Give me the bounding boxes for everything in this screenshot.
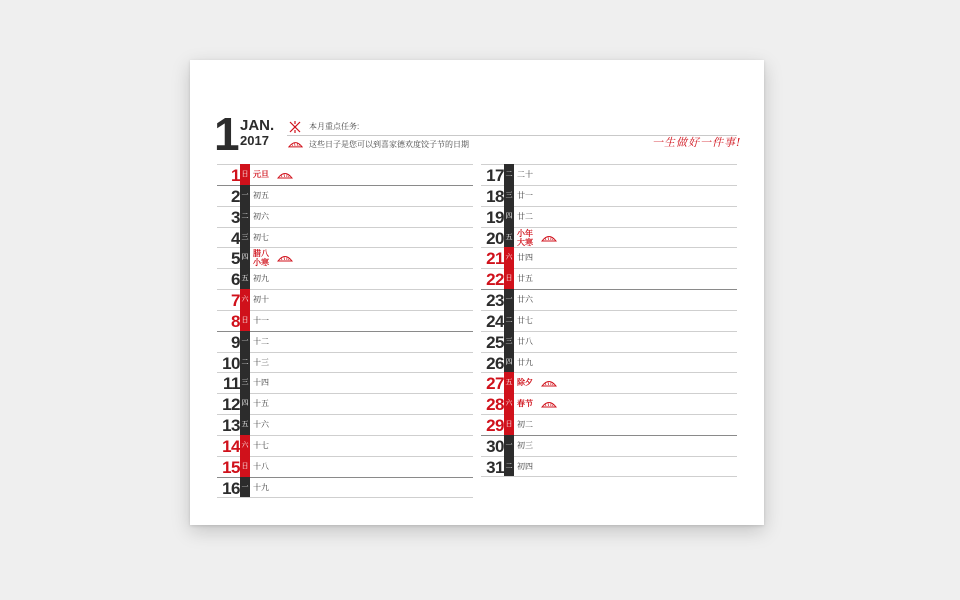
lunar-date: 廿六 [517, 295, 533, 305]
lunar-date: 十六 [253, 420, 269, 430]
day-row [217, 289, 473, 310]
weekday-badge: 四 [504, 352, 514, 373]
weekday-badge: 一 [240, 477, 250, 497]
day-number: 30 [486, 436, 504, 456]
day-row [217, 185, 473, 206]
lunar-date: 小年 大寒 [517, 228, 533, 247]
lunar-date: 二十 [517, 170, 533, 179]
day-number: 5 [231, 249, 240, 269]
day-row [217, 247, 473, 268]
weekday-badge: 二 [504, 310, 514, 331]
day-row [217, 414, 473, 435]
year-label: 2017 [240, 133, 269, 148]
lunar-date: 除夕 [517, 378, 533, 388]
day-number: 7 [231, 291, 240, 311]
day-number: 9 [231, 332, 240, 352]
slogan: 一生做好一件事! [652, 136, 742, 149]
month-name: JAN. [240, 117, 275, 134]
weekday-badge: 二 [240, 352, 250, 373]
weekday-badge: 四 [504, 206, 514, 227]
day-row [217, 435, 473, 456]
lunar-date: 初七 [253, 232, 269, 242]
weekday-badge: 五 [504, 372, 514, 393]
lunar-date: 十三 [253, 357, 269, 367]
weekday-badge: 二 [504, 456, 514, 476]
lunar-date: 初六 [253, 211, 269, 221]
lunar-date: 十四 [253, 378, 269, 388]
dumpling-legend-text: 这些日子是您可以到喜家德欢度饺子节的日期 [309, 140, 469, 149]
lunar-date: 初十 [253, 295, 269, 305]
day-row [217, 393, 473, 414]
day-number: 28 [486, 395, 504, 415]
dumpling-icon [277, 254, 293, 263]
lunar-date: 初二 [517, 420, 533, 430]
day-number: 6 [231, 270, 240, 290]
day-row [217, 310, 473, 331]
lunar-date: 初五 [253, 190, 269, 200]
day-number: 29 [486, 416, 504, 436]
weekday-badge: 一 [240, 185, 250, 206]
day-row [217, 227, 473, 248]
weekday-badge: 五 [240, 414, 250, 435]
weekday-badge: 五 [240, 268, 250, 289]
lunar-date: 十七 [253, 440, 269, 450]
day-number: 11 [223, 374, 240, 394]
weekday-badge: 三 [504, 331, 514, 352]
lunar-date: 廿四 [517, 253, 533, 263]
weekday-badge: 日 [504, 414, 514, 435]
day-row [481, 185, 737, 206]
day-row [217, 206, 473, 227]
lunar-date: 十五 [253, 399, 269, 409]
day-number: 22 [486, 270, 504, 290]
lunar-date: 初三 [517, 440, 533, 450]
day-row [481, 435, 737, 456]
day-number: 17 [486, 166, 504, 185]
day-row [481, 331, 737, 352]
lunar-date: 廿一 [517, 190, 533, 200]
day-number: 25 [486, 332, 504, 352]
lunar-date: 廿五 [517, 274, 533, 284]
weekday-badge: 日 [240, 164, 250, 185]
day-row [481, 268, 737, 289]
day-number: 8 [231, 311, 240, 331]
day-number: 20 [486, 228, 504, 248]
day-row [481, 206, 737, 227]
day-row [217, 372, 473, 393]
day-row [481, 414, 737, 435]
lunar-date: 元旦 [253, 170, 269, 179]
weekday-badge: 五 [504, 227, 514, 248]
day-number: 1 [231, 166, 240, 185]
weekday-badge: 二 [240, 206, 250, 227]
lunar-date: 廿七 [517, 315, 533, 325]
lunar-date: 十九 [253, 482, 269, 492]
day-number: 27 [486, 374, 504, 394]
day-row [481, 289, 737, 310]
day-number: 13 [222, 416, 240, 436]
day-number: 16 [222, 478, 240, 498]
day-row [481, 164, 737, 185]
day-row [481, 247, 737, 268]
dumpling-icon [541, 400, 557, 409]
dumpling-icon [288, 140, 303, 149]
day-number: 18 [486, 186, 504, 206]
day-row [481, 456, 737, 477]
weekday-badge: 三 [240, 227, 250, 248]
weekday-badge: 六 [240, 289, 250, 310]
day-row [217, 477, 473, 498]
weekday-badge: 一 [504, 289, 514, 310]
weekday-badge: 日 [240, 310, 250, 331]
weekday-badge: 六 [240, 435, 250, 456]
lunar-date: 十一 [253, 315, 269, 325]
day-number: 2 [231, 186, 240, 206]
lunar-date: 廿八 [517, 336, 533, 346]
weekday-badge: 日 [504, 268, 514, 289]
weekday-badge: 一 [240, 331, 250, 352]
lunar-date: 腊八 小寒 [253, 249, 269, 268]
weekday-badge: 一 [504, 435, 514, 456]
day-number: 10 [222, 353, 240, 373]
day-number: 4 [231, 228, 240, 248]
day-number: 14 [222, 436, 240, 456]
weekday-badge: 六 [504, 247, 514, 268]
lunar-date: 十八 [253, 461, 269, 471]
asterisk-icon [289, 121, 301, 133]
lunar-date: 春节 [517, 399, 533, 409]
day-row [481, 372, 737, 393]
lunar-date: 初九 [253, 274, 269, 284]
day-number: 31 [486, 457, 504, 477]
day-column-right [481, 164, 737, 477]
weekday-badge: 六 [504, 393, 514, 414]
day-row [217, 268, 473, 289]
day-number: 23 [486, 291, 504, 311]
weekday-badge: 三 [240, 372, 250, 393]
lunar-date: 廿九 [517, 357, 533, 367]
dumpling-icon [541, 234, 557, 243]
day-row [217, 352, 473, 373]
day-number: 26 [486, 353, 504, 373]
lunar-date: 廿二 [517, 211, 533, 221]
day-column-left [217, 164, 473, 498]
day-row [481, 310, 737, 331]
day-row [217, 456, 473, 477]
day-row [217, 331, 473, 352]
weekday-badge: 日 [240, 456, 250, 477]
day-row [481, 393, 737, 414]
day-number: 15 [222, 457, 240, 477]
day-row [481, 352, 737, 373]
lunar-date: 十二 [253, 336, 269, 346]
day-row [481, 227, 737, 248]
dumpling-icon [277, 171, 293, 180]
day-number: 12 [222, 395, 240, 415]
day-number: 21 [486, 249, 504, 269]
day-row [217, 164, 473, 185]
month-number: 1 [214, 108, 238, 160]
weekday-badge: 四 [240, 247, 250, 268]
dumpling-icon [541, 379, 557, 388]
lunar-date: 初四 [517, 461, 533, 471]
weekday-badge: 二 [504, 164, 514, 185]
monthly-task-label: 本月重点任务: [309, 122, 360, 131]
day-number: 24 [486, 311, 504, 331]
weekday-badge: 四 [240, 393, 250, 414]
weekday-badge: 三 [504, 185, 514, 206]
day-number: 19 [486, 207, 504, 227]
day-number: 3 [231, 207, 240, 227]
